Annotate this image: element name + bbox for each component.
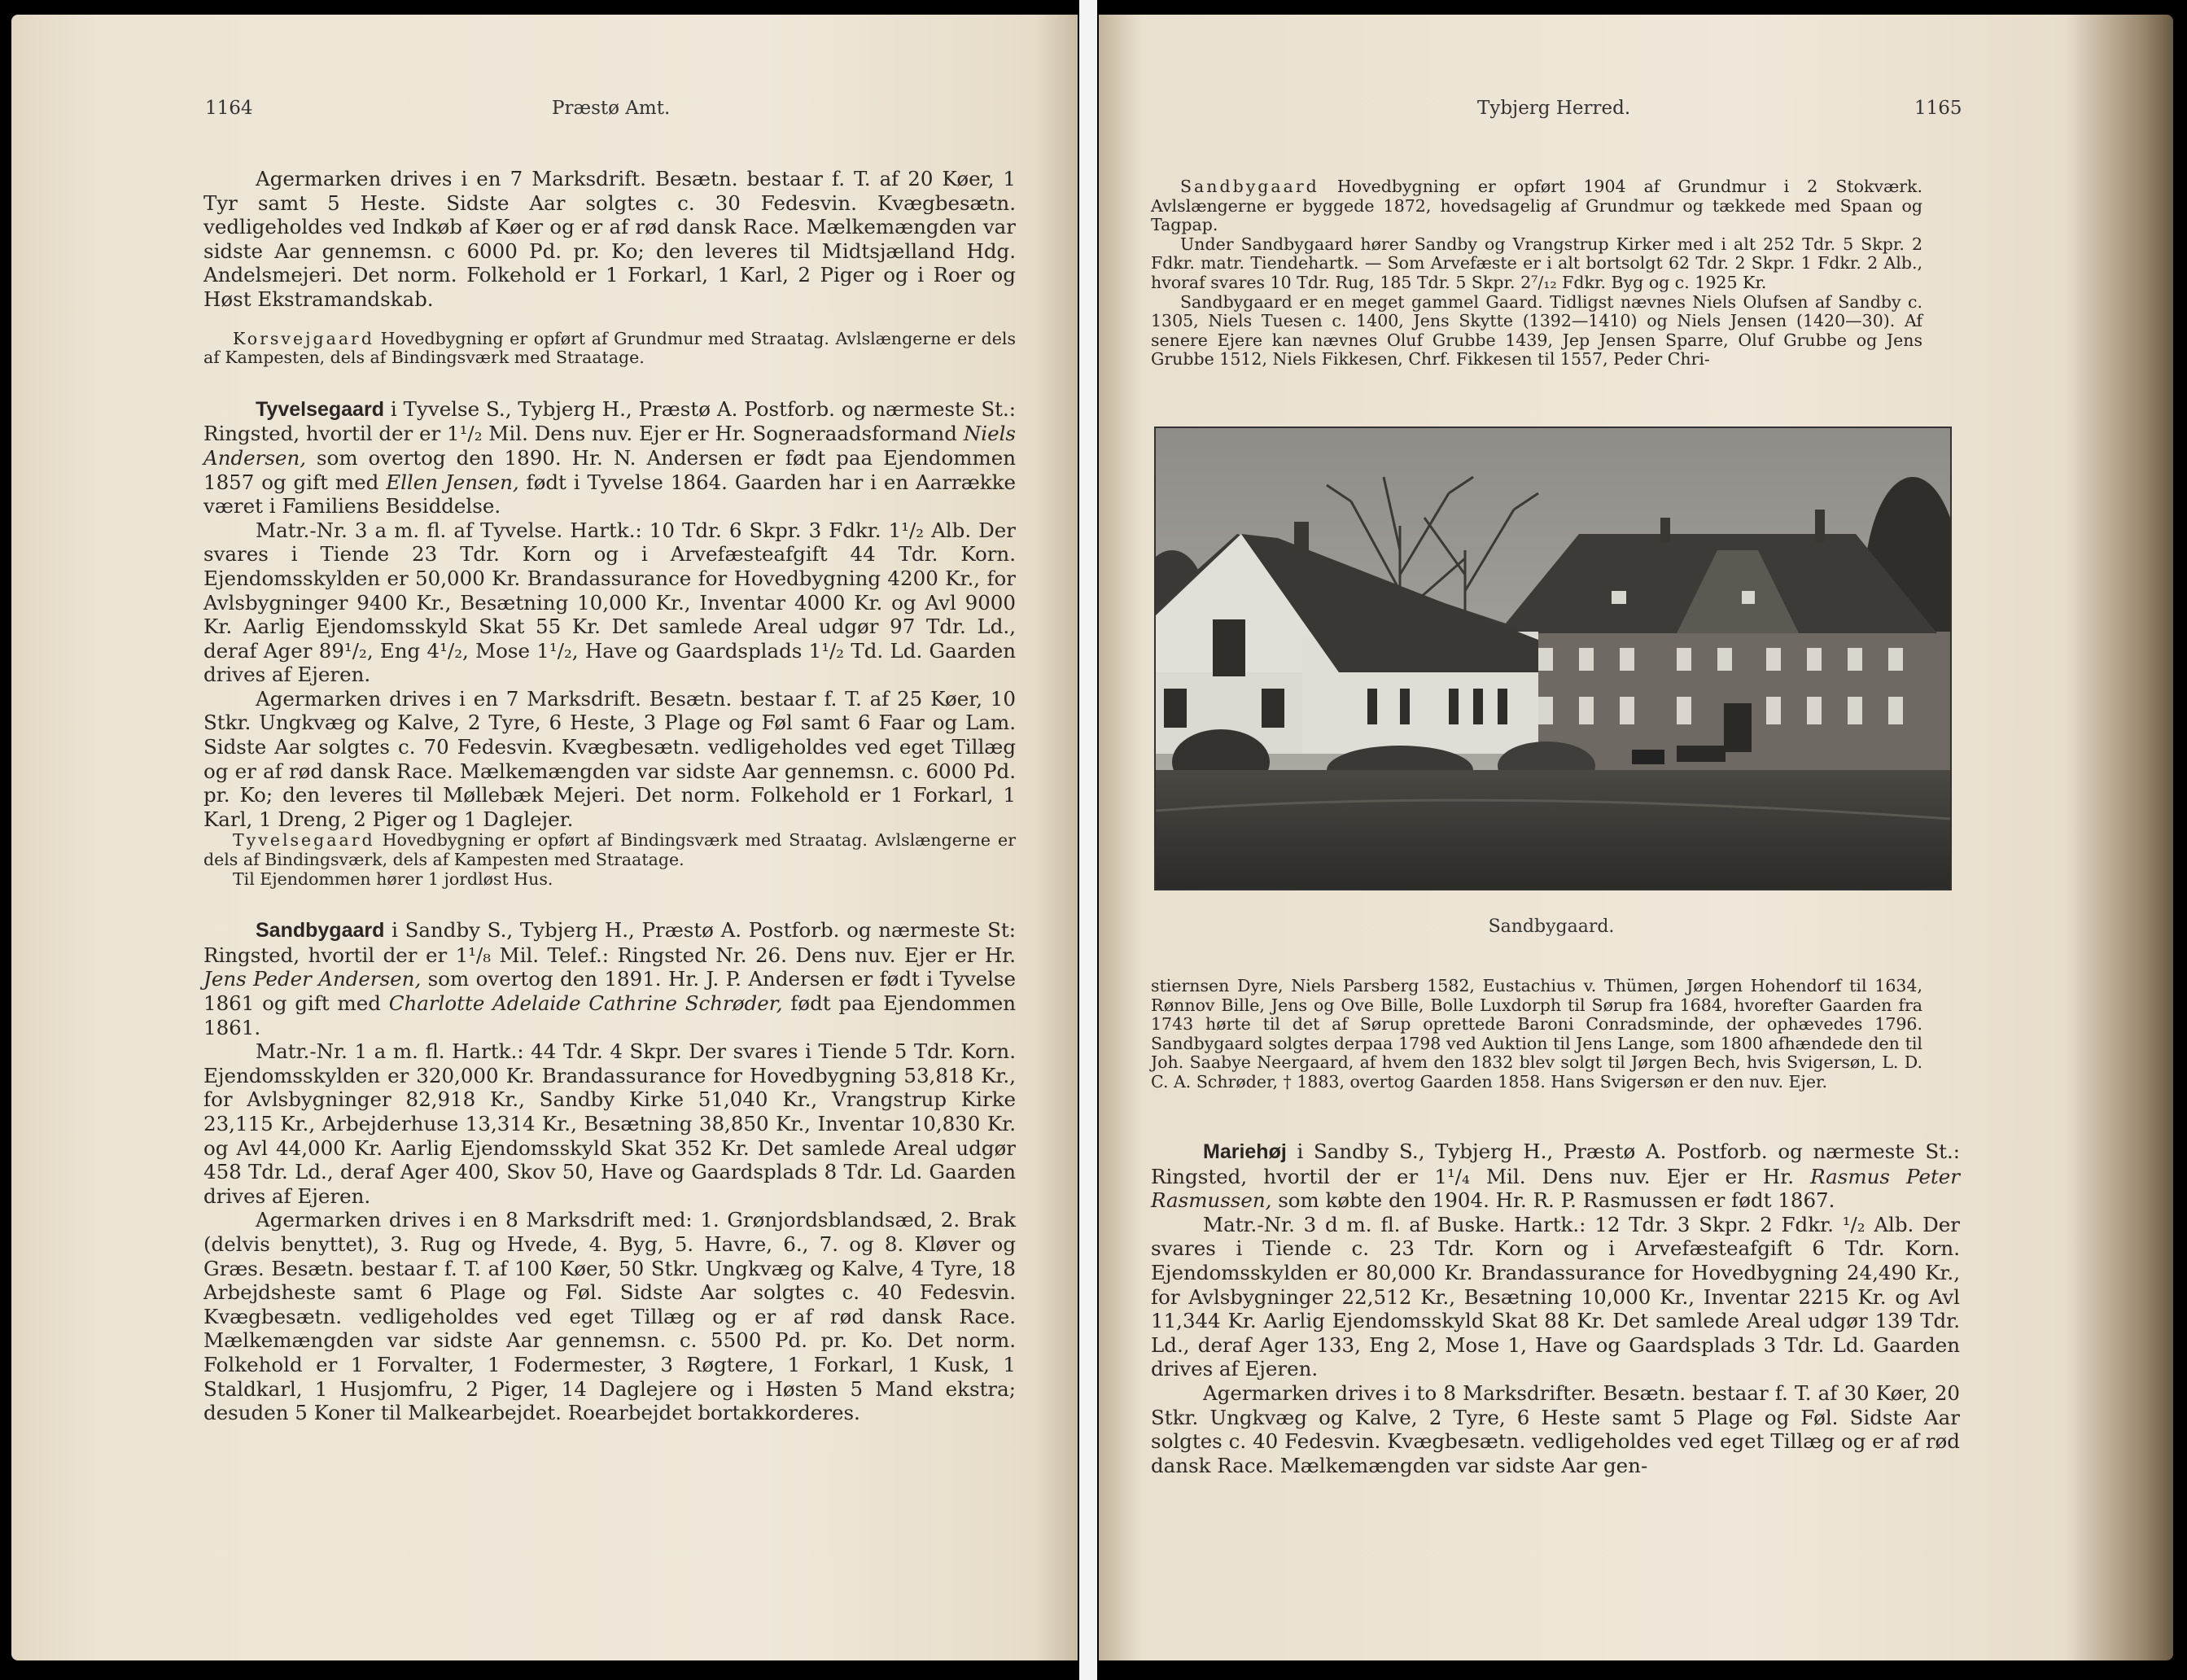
paragraph: Agermarken drives i en 8 Marksdrift med: 1. Grønjordsblandsæd, 2. Brak (delvis benyttet), 3. Rug og Hvede, 4. Byg, 5. Havre, 6., 7. og 8. Kløver og Græs. Besætn. bestaar f. T. af 100 Køer, 50 Stkr. Ungkvæg og Kalve, 4 Tyre, 18 Arbejdsheste samt 6 Plage og Føl. Sidste Aar solgtes c. 40 Fedesvin. Kvægbesætn. vedligeholdes ved eget Tillæg og er af rød dansk Race. Mælkemængden var sidste Aar gennemsn. c. 5500 Pd. pr. Ko. Det norm. Folkehold er 1 Forvalter, 1 Fodermester, 3 Røgtere, 1 Forkarl, 1 Kusk, 1 Staldkarl, 1 Husjomfru, 2 Piger, 14 Daglejere og i Høsten 5 Mand ekstra; desuden 5 Koner til Malkearbejdet. Roearbejdet bortakkorderes.: [203, 1208, 1016, 1425]
right-text-column: Mariehøj i Sandby S., Tybjerg H., Præstø A. Postforb. og nærmeste St.: Ringsted, hvortil der er 1¹/₄ Mil. Dens nuv. Ejer er Hr. Rasmus Peter Rasmussen, som købte den 1904. Hr. R. P. Rasmussen er født 1867. Matr.-Nr. 3 d m. fl. af Buske. Hartk.: 12 Tdr. 3 Skpr. 2 Fdkr. ¹/₂ Alb. Der svares i Tiende c. 23 Tdr. Korn og i Arvefæsteafgift 6 Tdr. Korn. Ejendomsskylden er 80,000 Kr. Brandassurance for Hovedbygning 24,490 Kr., for Avlsbygninger 22,512 Kr., Besætning 10,000 Kr., Inventar 2215 Kr. og Avl 11,344 Kr. Aarlig Ejendomsskyld Skat 88 Kr. Det samlede Areal udgør 139 Tdr. Ld., deraf Ager 133, Eng 2, Mose 1, Have og Gaardsplads 3 Tdr. Ld. Gaarden drives af Ejeren. Agermarken drives i to 8 Marksdrifter. Besætn. bestaar f. T. af 30 Køer, 20 Stkr. Ungkvæg og Kalve, 2 Tyre, 6 Heste samt 5 Plage og Føl. Sidste Aar solgtes c. 40 Fedesvin. Kvægbesætn. vedligeholdes ved eget Tillæg og er af rød dansk Race. Mælkemængden var sidste Aar gen-: [1151, 1140, 1960, 1477]
small-print-block: [203, 330, 1016, 368]
right-top-small-print: Sandbygaard Hovedbygning er opført 1904 af Grundmur i 2 Stokværk. Avlslængerne er byggede 1872, hovedsagelig af Grundmur og tækkede med Spaan og Tagpap. Under Sandbygaard hører Sandby og Vrangstrup Kirker med i alt 252 Tdr. 5 Skpr. 2 Fdkr. matr. Tiendehartk. — Som Arvefæste er i alt bortsolgt 62 Tdr. 2 Skpr. 1 Fdkr. 2 Alb., hvoraf svares 10 Tdr. Rug, 185 Tdr. 5 Skpr. 2⁷/₁₂ Fdkr. Byg og c. 1925 Kr. Sandbygaard er en meget gammel Gaard. Tidligst nævnes Niels Olufsen af Sandby c. 1305, Niels Tuesen c. 1400, Jens Skytte (1392—1410) og Niels Jensen (1420—30). Af senere Ejere kan nævnes Oluf Grubbe 1439, Jep Jensen Sparre, Oluf Grubbe og Jens Grubbe 1512, Niels Fikkesen, Chrf. Fikkesen til 1557, Peder Chri-: [1151, 177, 1922, 370]
left-text-column: Agermarken drives i en 7 Marksdrift. Besætn. bestaar f. T. af 20 Køer, 1 Tyr samt 5 Heste. Sidste Aar solgtes c. 30 Fedesvin. Kvægbesætn. vedligeholdes ved Indkøb af Køer og er af rød dansk Race. Mælkemængden var sidste Aar gennemsn. c 6000 Pd. pr. Ko; den leveres til Midtsjælland Hdg. Andelsmejeri. Det norm. Folkehold er 1 Forkarl, 1 Karl, 2 Piger og i Roer og Høst Ekstramandskab. Korsvejgaard Hovedbygning er opført af Grundmur med Straatag. Avlslængerne er dels af Kampesten, dels af Bindingsværk med Straatage. Tyvelsegaard i Tyvelse S., Tybjerg H., Præstø A. Postforb. og nærmeste St.: Ringsted, hvortil der er 1¹/₂ Mil. Dens nuv. Ejer er Hr. Sogneraadsformand Niels Andersen, som overtog den 1890. Hr. N. Andersen er født paa Ejendommen 1857 og gift med Ellen Jensen, født i Tyvelse 1864. Gaarden har i en Aarrække været i Familiens Besiddelse. Matr.-Nr. 3 a m. fl. af Tyvelse. Hartk.: 10 Tdr. 6 Skpr. 3 Fdkr. 1¹/₂ Alb. Der svares i Tiende 23 Tdr. Korn og i Arvefæsteafgift 44 Tdr. Korn. Ejendomsskylden er 50,000 Kr. Brandassurance for Hovedbygning 4200 Kr., for Avlsbygninger 9400 Kr., Besætning 10,000 Kr., Inventar 4000 Kr. og Avl 9000 Kr. Aarlig Ejendomsskyld Skat 55 Kr. Det samlede Areal udgør 97 Tdr. Ld., deraf Ager 89¹/₂, Eng 4¹/₂, Mose 1¹/₂, Have og Gaardsplads 1¹/₂ Td. Ld. Gaarden drives af Ejeren. Agermarken drives i en 7 Marksdrift. Besætn. bestaar f. T. af 25 Køer, 10 Stkr. Ungkvæg og Kalve, 2 Tyre, 6 Heste, 3 Plage og Føl samt 6 Faar og Lam. Sidste Aar solgtes c. 70 Fedesvin. Kvægbesætn. vedligeholdes ved eget Tillæg og er af rød dansk Race. Mælkemængden var sidste Aar gennemsn. c. 6000 Pd. pr. Ko; den leveres til Møllebæk Mejeri. Det norm. Folkehold er 1 Forkarl, 1 Karl, 1 Dreng, 2 Piger og 1 Daglejer. Tyvelsegaard Hovedbygning er opført af Bindingsværk med Straatag. Avlslængerne er dels af Bindingsværk, dels af Kampesten med Straatage. Til Ejendommen hører 1 jordløst Hus. Sandbygaard i Sandby S., Tybjerg H., Præstø A. Postforb. og nærmeste St: Ringsted, hvortil der er 1¹/₈ Mil. Telef.: Ringsted Nr. 26. Dens nuv. Ejer er Hr. Jens Peder Andersen, som overtog den 1891. Hr. J. P. Andersen er født i Tyvelse 1861 og gift med Charlotte Adelaide Cathrine Schrøder, født paa Ejendommen 1861. Matr.-Nr. 1 a m. fl. Hartk.: 44 Tdr. 4 Skpr. Der svares i Tiende 5 Tdr. Korn. Ejendomsskylden er 320,000 Kr. Brandassurance for Hovedbygning 53,818 Kr., for Avlsbygninger 82,918 Kr., Sandby Kirke 51,040 Kr., Vrangstrup Kirke 23,115 Kr., Arbejderhuse 13,314 Kr., Besætning 38,850 Kr., Inventar 10,830 Kr. og Avl 44,000 Kr. Aarlig Ejendomsskyld Skat 352 Kr. Det samlede Areal udgør 458 Tdr. Ld., deraf Ager 400, Skov 50, Have og Gaardsplads 8 Tdr. Ld. Gaarden drives af Ejeren. Agermarken drives i en 8 Marksdrift med: 1. Grønjordsblandsæd, 2. Brak (delvis benyttet), 3. Rug og Hvede, 4. Byg, 5. Havre, 6., 7. og 8. Kløver og Græs. Besætn. bestaar f. T. af 100 Køer, 50 Stkr. Ungkvæg og Kalve, 4 Tyre, 18 Arbejdsheste samt 6 Plage og Føl. Sidste Aar solgtes c. 40 Fedesvin. Kvægbesætn. vedligeholdes ved eget Tillæg og er af rød dansk Race. Mælkemængden var sidste Aar gennemsn. c. 5500 Pd. pr. Ko. Det norm. Folkehold er 1 Forvalter, 1 Fodermester, 3 Røgtere, 1 Forkarl, 1 Kusk, 1 Staldkarl, 1 Husjomfru, 2 Piger, 14 Daglejere og i Høsten 5 Mand ekstra; desuden 5 Koner til Malkearbejdet. Roearbejdet bortakkorderes.: [203, 167, 1017, 1425]
paragraph: stiernsen Dyre, Niels Parsberg 1582, Eustachius v. Thümen, Jørgen Hohendorf til 1634, Rønnov Bille, Jens og Ove Bille, Bolle Luxdorph til Sørup fra 1684, hvorefter Gaarden fra 1743 hørte til det af Sørup oprettede Baroni Conradsminde, der ophævedes 1796. Sandbygaard solgtes derpaa 1798 ved Auktion til Jens Lange, som 1800 afhændede den til Joh. Saabye Neergaard, af hvem den 1832 blev solgt til Jørgen Bech, hvis Svigersøn, L. D. C. A. Schrøder, † 1883, overtog Gaarden 1858. Hans Svigersøn er den nuv. Ejer.: [1151, 976, 1922, 1092]
paragraph: Sandbygaard er en meget gammel Gaard. Tidligst nævnes Niels Olufsen af Sandby c. 1305, Niels Tuesen c. 1400, Jens Skytte (1392—1410) og Niels Jensen (1420—30). Af senere Ejere kan nævnes Oluf Grubbe 1439, Jep Jensen Sparre, Oluf Grubbe og Jens Grubbe 1512, Niels Fikkesen, Chrf. Fikkesen til 1557, Peder Chri-: [1151, 291, 1922, 370]
right-running-head: Tybjerg Herred.: [1477, 98, 1631, 119]
small-print-text: Hovedbygning er opført af Grundmur med Straatag. Avlslængerne er dels af Kampesten, dels af Bindingsværk med Straatage.: [203, 328, 1016, 368]
paragraph: Matr.-Nr. 3 a m. fl. af Tyvelse. Hartk.: 10 Tdr. 6 Skpr. 3 Fdkr. 1¹/₂ Alb. Der svares i Tiende 23 Tdr. Korn og i Arvefæsteafgift 44 Tdr. Korn. Ejendomsskylden er 50,000 Kr. Brandassurance for Hovedbygning 4200 Kr., for Avlsbygninger 9400 Kr., Besætning 10,000 Kr., Inventar 4000 Kr. og Avl 9000 Kr. Aarlig Ejendomsskyld Skat 55 Kr. Det samlede Areal udgør 97 Tdr. Ld., deraf Ager 89¹/₂, Eng 4¹/₂, Mose 1¹/₂, Have og Gaardsplads 1¹/₂ Td. Ld. Gaarden drives af Ejeren.: [203, 518, 1016, 687]
estate-name: Korsvejgaard: [233, 328, 374, 348]
paragraph: Agermarken drives i en 7 Marksdrift. Besætn. bestaar f. T. af 20 Køer, 1 Tyr samt 5 Heste. Sidste Aar solgtes c. 30 Fedesvin. Kvægbesætn. vedligeholdes ved Indkøb af Køer og er af rød dansk Race. Mælkemængden var sidste Aar gennemsn. c 6000 Pd. pr. Ko; den leveres til Midtsjælland Hdg. Andelsmejeri. Det norm. Folkehold er 1 Forkarl, 1 Karl, 2 Piger og i Roer og Høst Ekstramandskab.: [203, 167, 1016, 311]
right-history-block: [1151, 977, 1922, 1092]
estate-heading: Tyvelsegaard: [256, 397, 384, 421]
sandbygaard-photo: [1154, 427, 1952, 890]
paragraph: Agermarken drives i en 7 Marksdrift. Besætn. bestaar f. T. af 25 Køer, 10 Stkr. Ungkvæg og Kalve, 2 Tyre, 6 Heste, 3 Plage og Føl samt 6 Faar og Lam. Sidste Aar solgtes c. 70 Fedesvin. Kvægbesætn. vedligeholdes ved eget Tillæg og er af rød dansk Race. Mælkemængden var sidste Aar gennemsn. c. 6000 Pd. pr. Ko; den leveres til Møllebæk Mejeri. Det norm. Folkehold er 1 Forkarl, 1 Karl, 1 Dreng, 2 Piger og 1 Daglejer.: [203, 686, 1016, 831]
left-running-head: Præstø Amt.: [552, 98, 671, 119]
paragraph: Matr.-Nr. 1 a m. fl. Hartk.: 44 Tdr. 4 Skpr. Der svares i Tiende 5 Tdr. Korn. Ejendomsskylden er 320,000 Kr. Brandassurance for Hovedbygning 53,818 Kr., for Avlsbygninger 82,918 Kr., Sandby Kirke 51,040 Kr., Vrangstrup Kirke 23,115 Kr., Arbejderhuse 13,314 Kr., Besætning 38,850 Kr., Inventar 10,830 Kr. og Avl 44,000 Kr. Aarlig Ejendomsskyld Skat 352 Kr. Det samlede Areal udgør 458 Tdr. Ld., deraf Ager 400, Skov 50, Have og Gaardsplads 8 Tdr. Ld. Gaarden drives af Ejeren.: [203, 1039, 1016, 1208]
estate-name: Sandbygaard: [1180, 177, 1319, 196]
page-gutter: [1079, 0, 1097, 1680]
photo-caption: Sandbygaard.: [1488, 917, 1615, 937]
right-page-number: 1165: [1914, 98, 1962, 119]
estate-heading: Sandbygaard: [256, 919, 385, 943]
paragraph: Matr.-Nr. 3 d m. fl. af Buske. Hartk.: 12 Tdr. 3 Skpr. 2 Fdkr. ¹/₂ Alb. Der svares i Tiende c. 23 Tdr. Korn og i Arvefæsteafgift 6 Tdr. Korn. Ejendomsskylden er 80,000 Kr. Brandassurance for Hovedbygning 24,490 Kr., for Avlsbygninger 22,512 Kr., Besætning 10,000 Kr., Inventar 2215 Kr. og Avl 11,344 Kr. Aarlig Ejendomsskyld Skat 88 Kr. Det samlede Areal udgør 139 Tdr. Ld., deraf Ager 133, Eng 2, Mose 1, Have og Gaardsplads 3 Tdr. Ld. Gaarden drives af Ejeren.: [1151, 1212, 1960, 1381]
paragraph: Under Sandbygaard hører Sandby og Vrangstrup Kirker med i alt 252 Tdr. 5 Skpr. 2 Fdkr. matr. Tiendehartk. — Som Arvefæste er i alt bortsolgt 62 Tdr. 2 Skpr. 1 Fdkr. 2 Alb., hvoraf svares 10 Tdr. Rug, 185 Tdr. 5 Skpr. 2⁷/₁₂ Fdkr. Byg og c. 1925 Kr.: [1151, 234, 1922, 292]
paragraph: Agermarken drives i to 8 Marksdrifter. Besætn. bestaar f. T. af 30 Køer, 20 Stkr. Ungkvæg og Kalve, 2 Tyre, 6 Heste samt 5 Plage og Føl. Sidste Aar solgtes c. 40 Fedesvin. Kvægbesætn. vedligeholdes ved eget Tillæg og er af rød dansk Race. Mælkemængden var sidste Aar gen-: [1151, 1380, 1960, 1477]
estate-name: Tyvelsegaard: [233, 830, 375, 851]
estate-heading: Mariehøj: [1203, 1140, 1287, 1163]
left-page-number: 1164: [205, 98, 253, 119]
small-print-block: Tyvelsegaard Hovedbygning er opført af Bindingsværk med Straatag. Avlslængerne er dels af Bindingsværk, dels af Kampesten med Straatage. Til Ejendommen hører 1 jordløst Hus.: [203, 830, 1016, 889]
